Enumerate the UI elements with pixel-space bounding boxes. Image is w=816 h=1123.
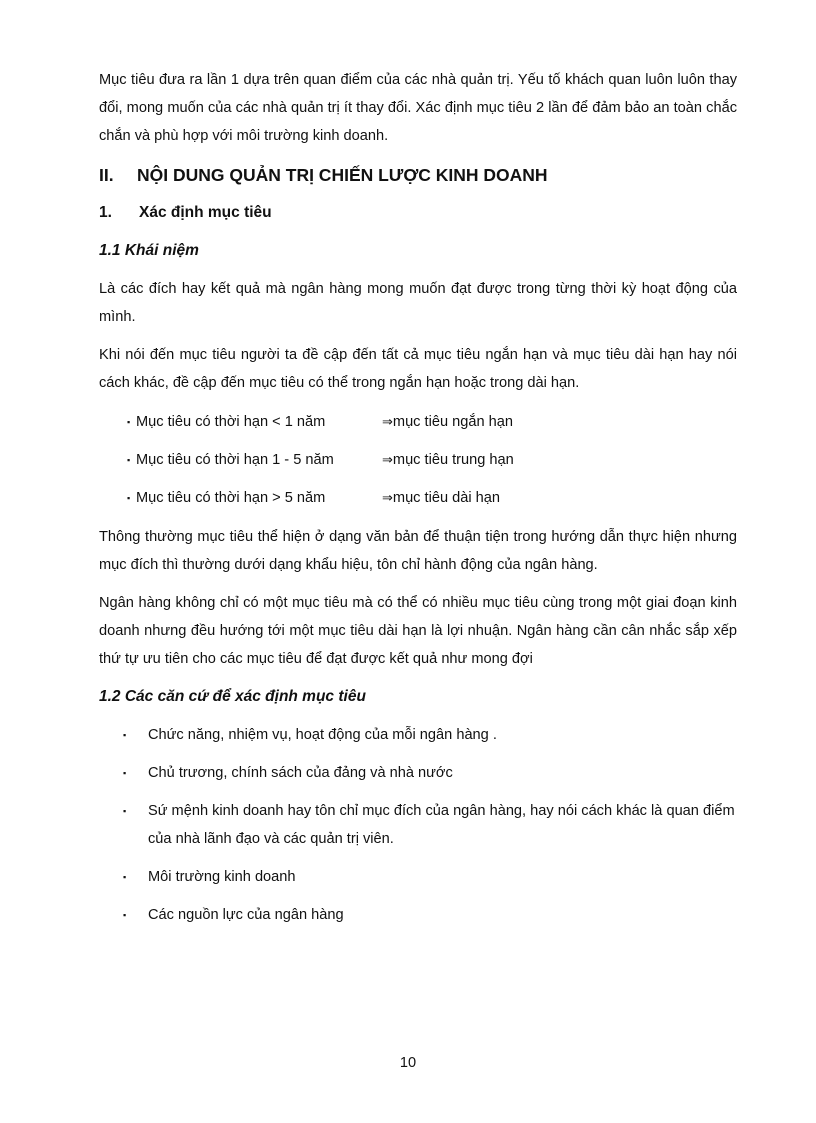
concept-heading: 1.1 Khái niệm (99, 242, 199, 259)
basis-heading: 1.2 Các căn cứ để xác định mục tiêu (99, 688, 366, 705)
basis-item (99, 863, 737, 891)
square-bullet-icon: ▪ (123, 872, 127, 882)
subsection-title: Xác định mục tiêu (139, 204, 272, 221)
square-bullet-icon: ▪ (127, 455, 131, 465)
square-bullet-icon: ▪ (127, 493, 131, 503)
basis-item-text: Các nguồn lực của ngân hàng (148, 907, 344, 923)
basis-item (99, 797, 737, 853)
goal-range-item (99, 447, 737, 485)
definition-paragraph: Là các đích hay kết quả mà ngân hàng mong muốn đạt được trong từng thời kỳ hoạt động của mình. (99, 281, 737, 325)
page-number: 10 (399, 1055, 417, 1071)
intro-paragraph: Mục tiêu đưa ra lần 1 dựa trên quan điểm của các nhà quản trị. Yếu tố khách quan luôn luôn thay đổi, mong muốn của các nhà quản trị ít thay đổi. Xác định mục tiêu 2 lần để đảm bảo an toàn chắc chắn và phù hợp với môi trường kinh doanh. (99, 72, 737, 144)
goal-range-condition: Mục tiêu có thời hạn < 1 năm (136, 414, 326, 430)
subsection-number: 1. (99, 204, 112, 221)
goal-range-result: mục tiêu ngắn hạn (392, 414, 513, 430)
document-page (99, 66, 737, 939)
square-bullet-icon: ▪ (127, 417, 131, 427)
form-paragraph: Thông thường mục tiêu thể hiện ở dạng văn bản để thuận tiện trong hướng dẫn thực hiện nhưng mục đích thì thường dưới dạng khẩu hiệu, tôn chỉ hành động của ngân hàng. (99, 529, 737, 573)
square-bullet-icon: ▪ (123, 730, 127, 740)
section-heading (99, 162, 737, 188)
implies-arrow-icon: ⇒ (382, 491, 393, 506)
goal-range-condition: Mục tiêu có thời hạn > 5 năm (136, 490, 326, 506)
section-number: II. (99, 165, 114, 185)
goal-range-result: mục tiêu dài hạn (392, 490, 500, 506)
priority-paragraph: Ngân hàng không chỉ có một mục tiêu mà có thể có nhiều mục tiêu cùng trong một giai đoạn kinh doanh nhưng đều hướng tới một mục tiêu dài hạn là lợi nhuận. Ngân hàng cần cân nhắc sắp xếp thứ tự ưu tiên cho các mục tiêu để đạt được kết quả như mong đợi (99, 595, 737, 667)
basis-item-text: Môi trường kinh doanh (148, 869, 296, 885)
square-bullet-icon: ▪ (123, 768, 127, 778)
implies-arrow-icon: ⇒ (382, 453, 393, 468)
subsection-heading (99, 201, 737, 225)
basis-item (99, 759, 737, 787)
basis-item (99, 721, 737, 749)
basis-item-text: Sứ mệnh kinh doanh hay tôn chỉ mục đích của ngân hàng, hay nói cách khác là quan điểm của nhà lãnh đạo và các quản trị viên. (148, 803, 735, 847)
goal-range-item (99, 485, 737, 523)
goal-range-result: mục tiêu trung hạn (392, 452, 514, 468)
goal-range-item (99, 409, 737, 447)
basis-item-text: Chủ trương, chính sách của đảng và nhà nước (148, 765, 453, 781)
basis-item (99, 901, 737, 929)
section-title: NỘI DUNG QUẢN TRỊ CHIẾN LƯỢC KINH DOANH (137, 165, 548, 185)
basis-item-text: Chức năng, nhiệm vụ, hoạt động của mỗi ngân hàng . (148, 727, 497, 743)
square-bullet-icon: ▪ (123, 806, 127, 816)
square-bullet-icon: ▪ (123, 910, 127, 920)
basis-list (99, 721, 737, 929)
scope-paragraph: Khi nói đến mục tiêu người ta đề cập đến tất cả mục tiêu ngắn hạn và mục tiêu dài hạn hay nói cách khác, đề cập đến mục tiêu có thể trong ngắn hạn hoặc trong dài hạn. (99, 347, 737, 391)
goal-range-list (99, 409, 737, 523)
implies-arrow-icon: ⇒ (382, 415, 393, 430)
goal-range-condition: Mục tiêu có thời hạn 1 - 5 năm (136, 452, 334, 468)
